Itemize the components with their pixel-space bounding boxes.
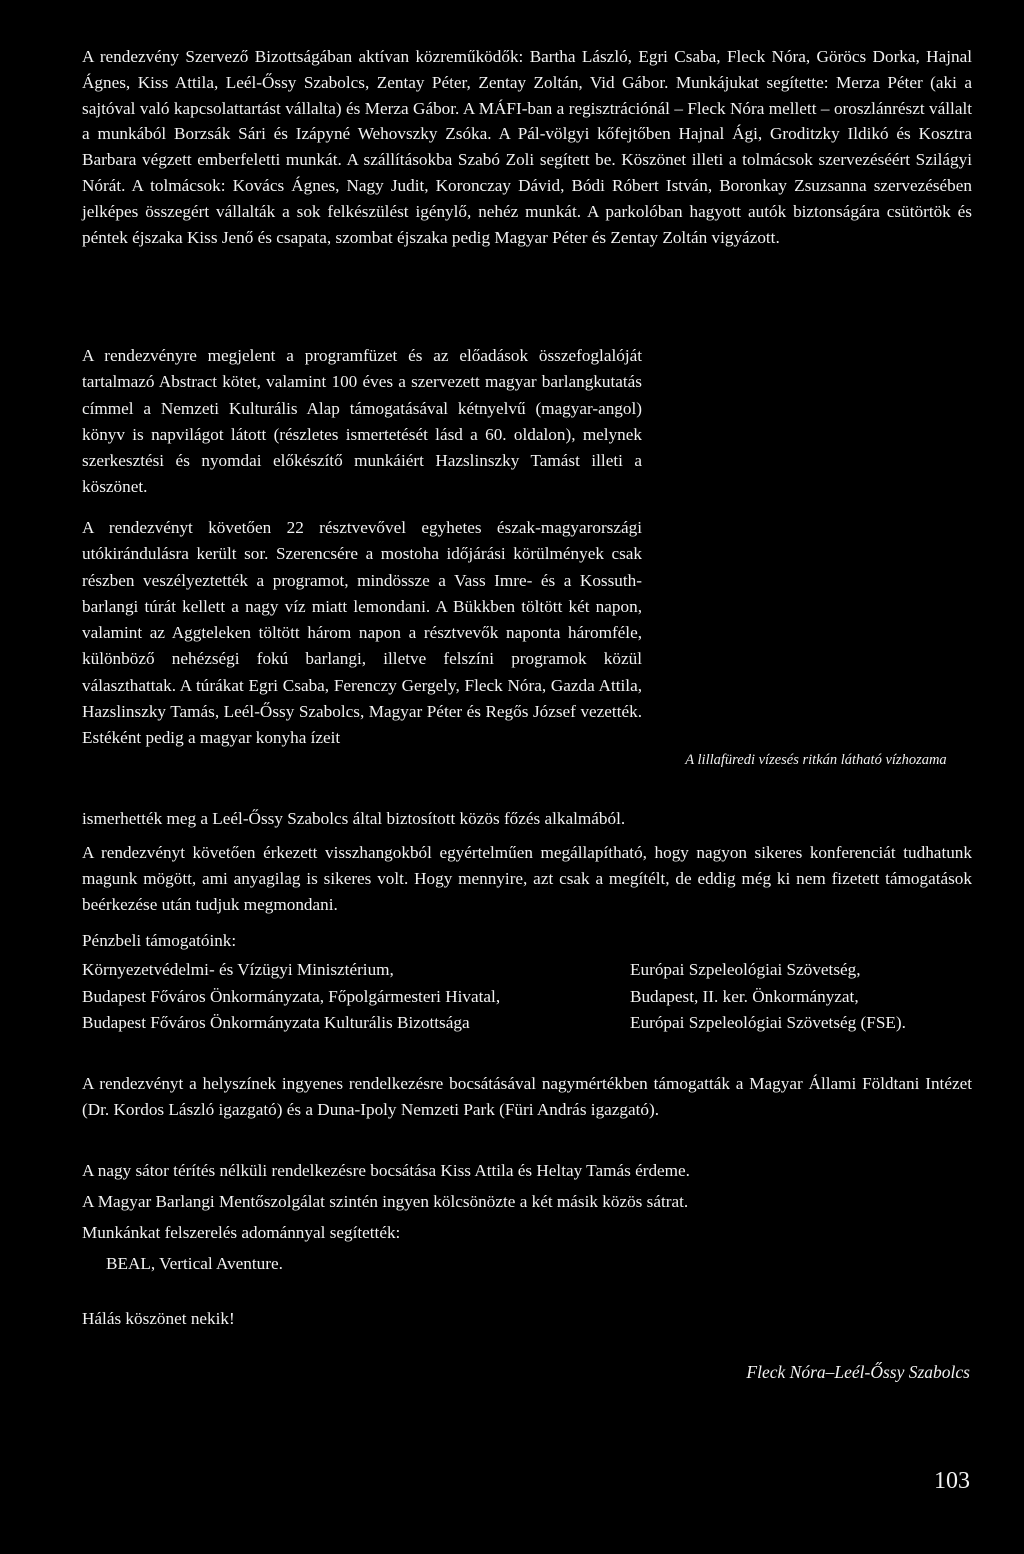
sponsor-right: Budapest, II. ker. Önkormányzat, bbox=[630, 986, 859, 1006]
sponsor-right: Európai Szpeleológiai Szövetség, bbox=[630, 960, 861, 979]
sponsor-row bbox=[82, 984, 982, 1011]
sponsor-right: Európai Szpeleológiai Szövetség (FSE). bbox=[630, 1013, 906, 1032]
sponsor-list bbox=[82, 957, 982, 1037]
paragraph-venues: A rendezvényt a helyszínek ingyenes rendelkezésre bocsátásával nagymértékben támogatták a Magyar Állami Földtani Intézet (Dr. Kordos László igazgató) és a Duna-Ipoly Nemzeti Park (Füri András igazgató). bbox=[82, 1074, 972, 1119]
sponsor-row bbox=[82, 1010, 982, 1037]
paragraph-publications-text: A rendezvényre megjelent a programfüzet és az előadások összefoglalóját tartalmazó Abstract kötet, valamint 100 éves a szervezett magyar barlangkutatás címmel a Nemzeti Kulturális Alap támogatásával kétnyelvű (magyar-angol) könyv is napvilágot látott (részletes ismertetését lásd a 60. oldalon), melynek szerkesztési és nyomdai előkészítő munkáiért Hazslinszky Tamást illeti a köszönet. bbox=[82, 346, 642, 497]
equipment-note: Munkánkat felszerelés adománnyal segítették: bbox=[82, 1223, 401, 1242]
paragraph-organizers: A rendezvény Szervező Bizottságában aktívan közreműködők: Bartha László, Egri Csaba, Fleck Nóra, Göröcs Dorka, Hajnal Ágnes, Kiss Attila, Leél-Őssy Szabolcs, Zentay Péter, Zentay Zoltán, Vid Gábor. Munkájukat segítette: Merza Péter (aki a sajtóval való kapcsolattartást vállalta) és Merza Gábor. A MÁFI-ban a regisztrációnál – Fleck Nóra mellett – oroszlánrészt vállalt a munkából Borzsák Sári és Izápyné Wehovszky Zsóka. A Pál-völgyi kőfejtőben Hajnal Ági, Groditzky Ildikó és Kosztra Barbara végzett emberfeletti munkát. A szállításokba Szabó Zoli segített be. Köszönet illeti a tolmácsok szervezéséért Szilágyi Nórát. A tolmácsok: Kovács Ágnes, Nagy Judit, Koronczay Dávid, Bódi Róbert István, Boronkay Zsuzsanna szervezésében jelképes összegért vállalták a sok felkészülést igénylő, nehéz munkát. A parkolóban hagyott autók biztonságára csütörtök és péntek éjszaka Kiss Jenő és csapata, szombat éjszaka pedig Magyar Péter és Zentay Zoltán vigyázott. bbox=[82, 47, 972, 247]
sponsor-left: Budapest Főváros Önkormányzata, Főpolgármesteri Hivatal, bbox=[82, 986, 501, 1006]
sponsor-row bbox=[82, 957, 982, 984]
sponsor-left: Környezetvédelmi- és Vízügyi Minisztérium, bbox=[82, 960, 394, 979]
signature: Fleck Nóra–Leél-Őssy Szabolcs bbox=[746, 1362, 970, 1382]
support-heading: Pénzbeli támogatóink: bbox=[82, 931, 237, 950]
paragraph-feedback: A rendezvényt követően érkezett visszhangokból egyértelműen megállapítható, hogy nagyon sikeres konferenciát tudhatunk magunk mögött, ami anyagilag is sikeres volt. Hogy mennyire, azt csak a megítélt, de eddig még ki nem fizetett támogatások beérkezése után tudjuk megmondani. bbox=[82, 843, 972, 914]
sponsor-left: Budapest Főváros Önkormányzata Kulturális Bizottsága bbox=[82, 1013, 470, 1032]
page-number: 103 bbox=[934, 1468, 970, 1494]
paragraph-publications bbox=[82, 343, 642, 501]
photo-caption: A lillafüredi vízesés ritkán látható vízhozama bbox=[685, 752, 947, 768]
thanks-line: Hálás köszönet nekik! bbox=[82, 1309, 235, 1328]
rescue-note: A Magyar Barlangi Mentőszolgálat szintén ingyen kölcsönözte a két másik közös sátrat. bbox=[82, 1192, 689, 1211]
paragraph-excursion: A rendezvényt követően 22 résztvevővel egyhetes észak-magyarországi utókirándulásra került sor. Szerencsére a mostoha időjárási körülmények csak részben veszélyeztették a programot, mindössze a Vass Imre- és a Kossuth-barlangi túrát kellett a nagy víz miatt lemondani. A Bükkben töltött két napon, valamint az Aggteleken töltött három napon a résztvevők naponta háromféle, különböző nehézségi fokú barlangi, illetve felszíni programok közül választhattak. A túrákat Egri Csaba, Ferenczy Gergely, Fleck Nóra, Gazda Attila, Hazslinszky Tamás, Leél-Őssy Szabolcs, Magyar Péter és Regős József vezették. Estéként pedig a magyar konyha ízeit bbox=[82, 518, 642, 748]
tent-note: A nagy sátor térítés nélküli rendelkezésre bocsátása Kiss Attila és Heltay Tamás érdeme. bbox=[82, 1161, 690, 1180]
paragraph-excursion-end: ismerhették meg a Leél-Őssy Szabolcs által biztosított közös főzés alkalmából. bbox=[82, 809, 626, 828]
equipment-brands: BEAL, Vertical Aventure. bbox=[106, 1254, 283, 1273]
